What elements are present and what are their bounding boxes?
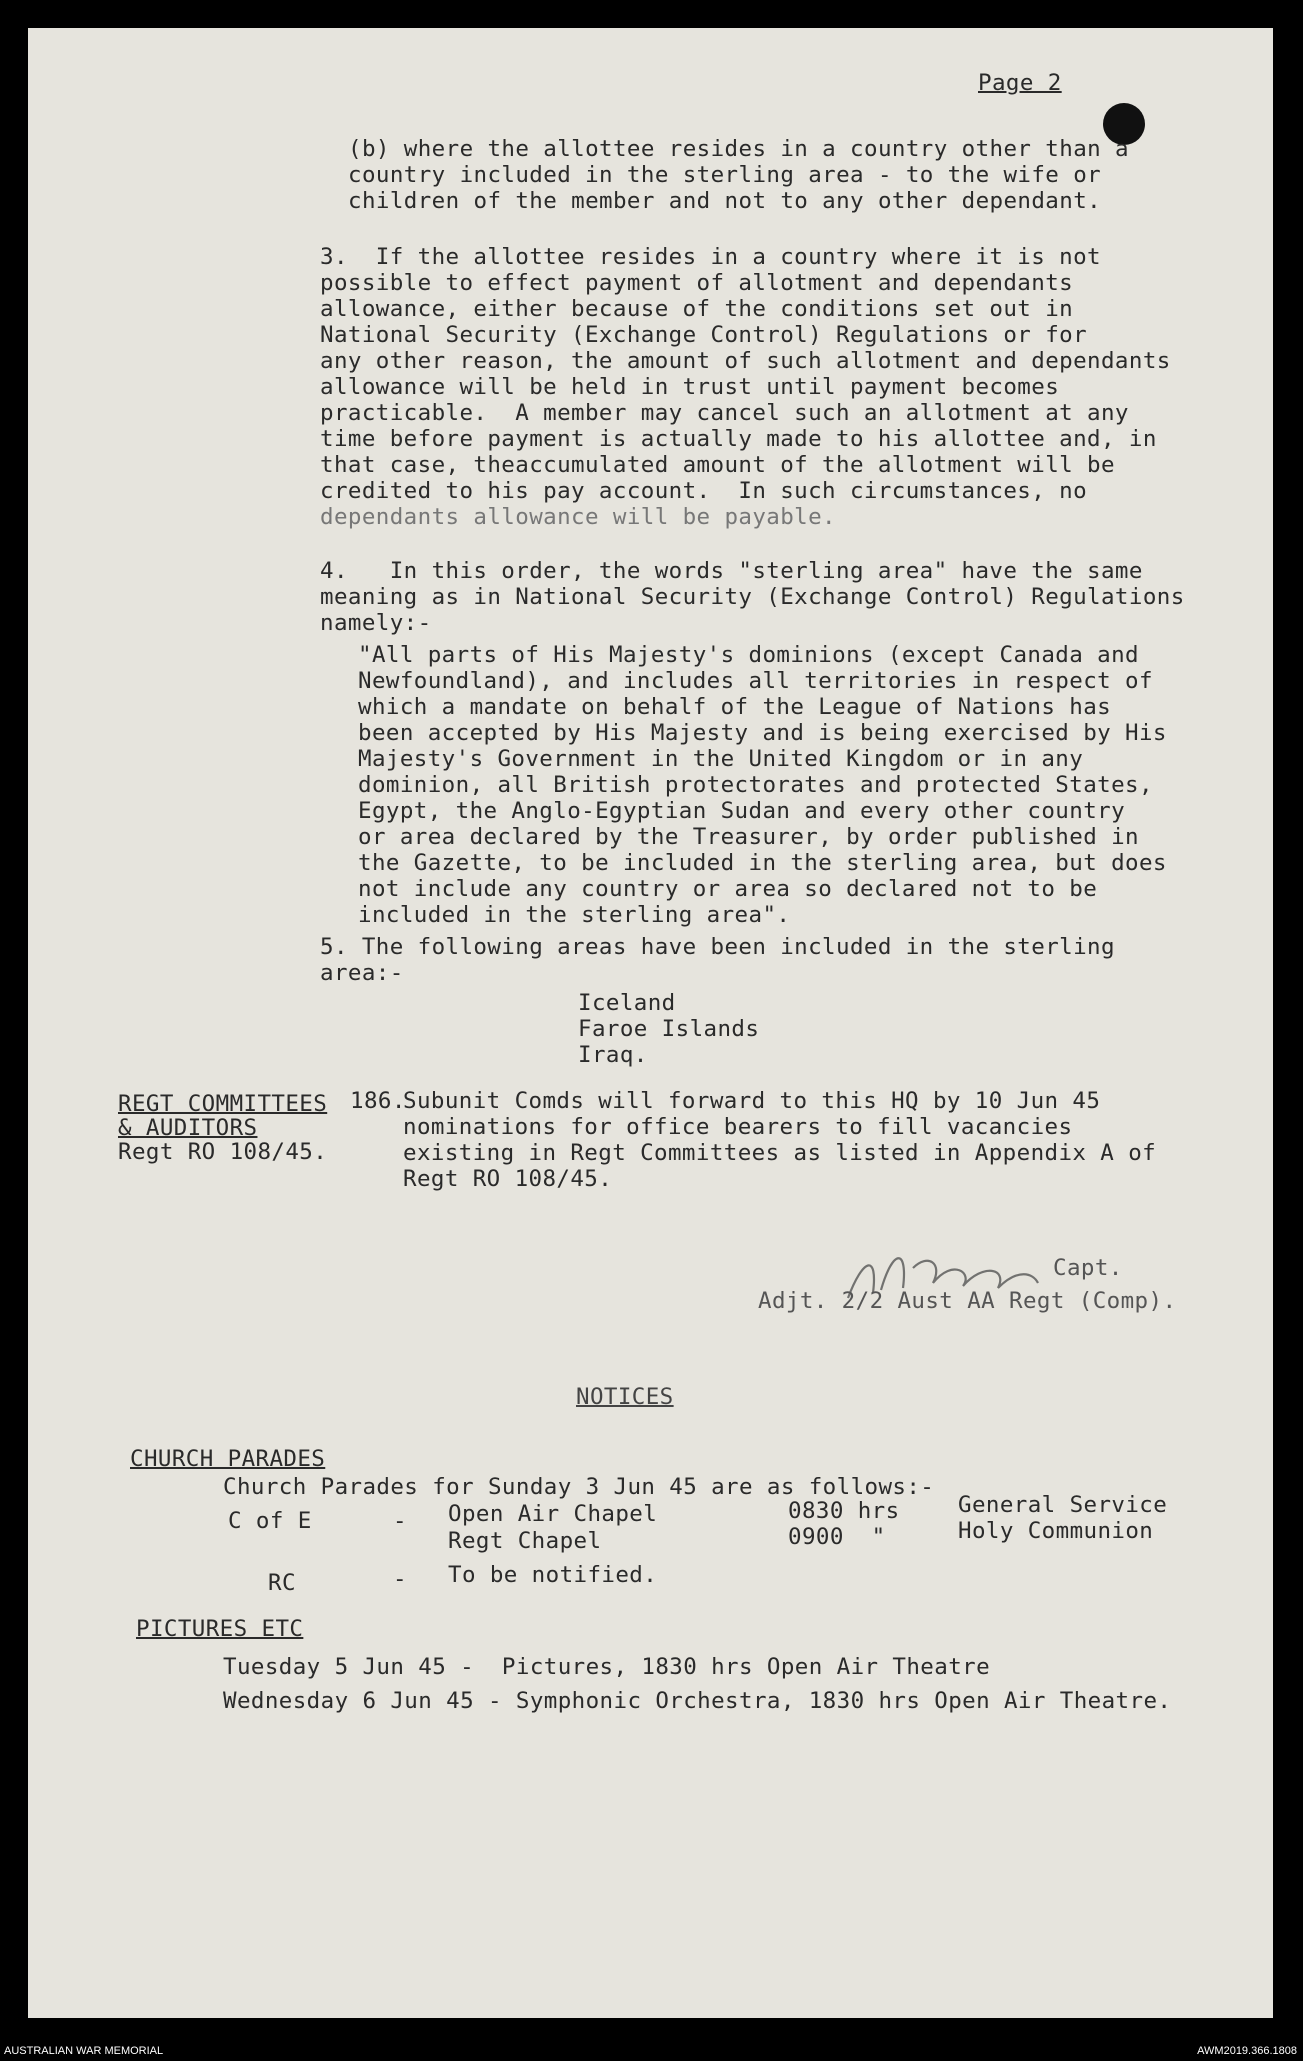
regt-heading: REGT COMMITTEES: [118, 1091, 328, 1117]
para-4-line: namely:-: [320, 610, 432, 636]
regt-body-line: nominations for office bearers to fill vacancies: [403, 1114, 1073, 1140]
para-5-line: 5. The following areas have been included in the sterling: [320, 934, 1115, 960]
para-3-line: National Security (Exchange Control) Regulations or for: [320, 322, 1088, 348]
para-3-line: any other reason, the amount of such allotment and dependants: [320, 348, 1171, 374]
para-b-line: children of the member and not to any other dependant.: [348, 188, 1102, 214]
regt-body-line: existing in Regt Committees as listed in Appendix A of: [403, 1140, 1157, 1166]
signature-rank: Capt.: [1053, 1255, 1123, 1281]
church-place: Regt Chapel: [448, 1528, 602, 1554]
signature-appointment: Adjt. 2/2 Aust AA Regt (Comp).: [758, 1288, 1177, 1314]
church-time: 0830 hrs: [788, 1498, 900, 1524]
quote-line: been accepted by His Majesty and is being exercised by His: [358, 720, 1167, 746]
church-service: General Service: [958, 1492, 1168, 1518]
quote-line: not include any country or area so declared not to be: [358, 876, 1098, 902]
area-item: Faroe Islands: [578, 1016, 760, 1042]
church-service: Holy Communion: [958, 1518, 1154, 1544]
para-3-line: allowance, either because of the conditions set out in: [320, 296, 1074, 322]
para-3-line: allowance will be held in trust until payment becomes: [320, 374, 1060, 400]
para-3-line: that case, theaccumulated amount of the allotment will be: [320, 452, 1115, 478]
church-dash: -: [393, 1566, 407, 1592]
church-denomination: C of E: [228, 1508, 312, 1534]
quote-line: "All parts of His Majesty's dominions (except Canada and: [358, 642, 1139, 668]
para-3-line: credited to his pay account. In such circumstances, no: [320, 478, 1088, 504]
regt-ref: Regt RO 108/45.: [118, 1139, 328, 1165]
document-page: [28, 28, 1273, 2018]
pictures-line: Tuesday 5 Jun 45 - Pictures, 1830 hrs Open Air Theatre: [223, 1654, 991, 1680]
quote-line: the Gazette, to be included in the sterling area, but does: [358, 850, 1167, 876]
church-place: To be notified.: [448, 1562, 658, 1588]
para-4-line: 4. In this order, the words "sterling area" have the same: [320, 558, 1143, 584]
para-3-line: dependants allowance will be payable.: [320, 504, 837, 530]
para-3-line: 3. If the allottee resides in a country where it is not: [320, 244, 1101, 270]
para-3-line: time before payment is actually made to his allottee and, in: [320, 426, 1157, 452]
area-item: Iceland: [578, 990, 676, 1016]
church-heading: CHURCH PARADES: [130, 1446, 326, 1472]
para-5-line: area:-: [320, 960, 404, 986]
para-3-line: possible to effect payment of allotment and dependants: [320, 270, 1074, 296]
regt-body-line: Subunit Comds will forward to this HQ by 10 Jun 45: [403, 1088, 1101, 1114]
para-b-line: (b) where the allottee resides in a country other than a: [348, 136, 1129, 162]
footer-left: AUSTRALIAN WAR MEMORIAL: [4, 2045, 164, 2057]
notices-title: NOTICES: [576, 1384, 674, 1410]
quote-line: which a mandate on behalf of the League of Nations has: [358, 694, 1112, 720]
quote-line: or area declared by the Treasurer, by order published in: [358, 824, 1139, 850]
quote-line: dominion, all British protectorates and protected States,: [358, 772, 1153, 798]
church-denomination: RC: [268, 1570, 296, 1596]
page-number: Page 2: [978, 70, 1062, 96]
church-intro: Church Parades for Sunday 3 Jun 45 are as follows:-: [223, 1474, 935, 1500]
church-place: Open Air Chapel: [448, 1501, 658, 1527]
footer-right: AWM2019.366.1808: [1197, 2045, 1297, 2057]
quote-line: Majesty's Government in the United Kingdom or in any: [358, 746, 1084, 772]
pictures-heading: PICTURES ETC: [136, 1616, 304, 1642]
para-b-line: country included in the sterling area - to the wife or: [348, 162, 1102, 188]
para-3-line: practicable. A member may cancel such an allotment at any: [320, 400, 1129, 426]
church-dash: -: [393, 1508, 407, 1534]
quote-line: Egypt, the Anglo-Egyptian Sudan and every other country: [358, 798, 1126, 824]
quote-line: included in the sterling area".: [358, 902, 791, 928]
regt-body-line: Regt RO 108/45.: [403, 1166, 613, 1192]
area-item: Iraq.: [578, 1042, 648, 1068]
pictures-line: Wednesday 6 Jun 45 - Symphonic Orchestra, 1830 hrs Open Air Theatre.: [223, 1688, 1172, 1714]
quote-line: Newfoundland), and includes all territories in respect of: [358, 668, 1153, 694]
item-number: 186.: [350, 1088, 406, 1114]
church-time: 0900 ": [788, 1524, 886, 1550]
para-4-line: meaning as in National Security (Exchange Control) Regulations: [320, 584, 1185, 610]
regt-heading-2: & AUDITORS: [118, 1115, 258, 1141]
